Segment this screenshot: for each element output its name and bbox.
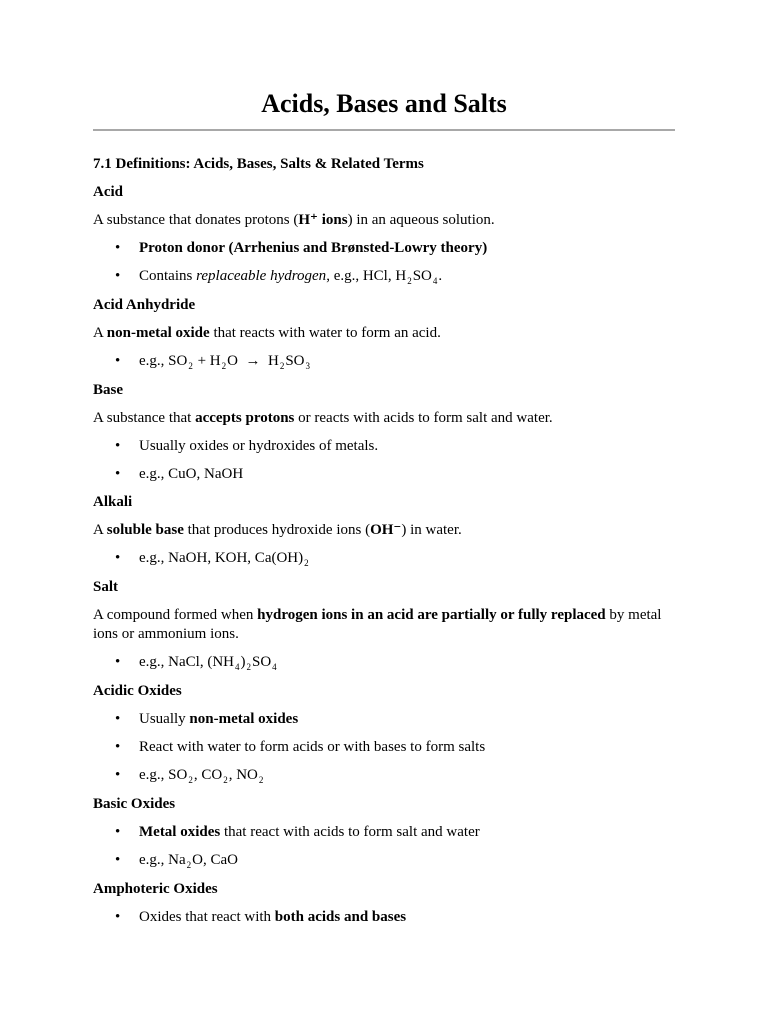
- list-item: [93, 823, 675, 842]
- bullet-icon: •: [115, 739, 121, 755]
- list-item: [93, 352, 675, 372]
- subscript: 2: [223, 775, 228, 785]
- section-heading-text: 7.1 Definitions: Acids, Bases, Salts & Related Terms: [93, 156, 424, 172]
- subscript: 2: [188, 361, 193, 371]
- subscript: 2: [246, 662, 251, 672]
- document-title: Acids, Bases and Salts: [261, 89, 507, 118]
- subscript: 3: [305, 361, 310, 371]
- text: or reacts with acids to form salt and water.: [294, 410, 553, 426]
- bullet-icon: •: [115, 240, 121, 256]
- alkali-definition: [93, 521, 675, 540]
- bullet-icon: •: [115, 353, 121, 369]
- list-item: [93, 766, 675, 786]
- base-definition: [93, 409, 675, 428]
- text: e.g., CuO, NaOH: [139, 466, 244, 482]
- term-base: Base: [93, 382, 123, 398]
- list-item: [93, 851, 675, 871]
- text: e.g., NaCl, (NH: [139, 654, 234, 670]
- bold-text: hydrogen ions in an acid are partially or fully replaced: [257, 607, 606, 623]
- text: e.g., SO: [139, 767, 188, 783]
- text: that reacts with water to form an acid.: [209, 325, 441, 341]
- section-heading: [93, 155, 675, 174]
- subscript: 2: [258, 775, 264, 785]
- bold-text: accepts protons: [195, 410, 295, 426]
- term-acid-anhydride: Acid Anhydride: [93, 297, 196, 313]
- salt-definition: [93, 606, 675, 644]
- text: A: [93, 522, 107, 538]
- basic-oxides-bullets: [93, 823, 675, 871]
- text: ) in water.: [401, 522, 462, 538]
- list-item: [93, 465, 675, 484]
- text: Contains: [139, 268, 197, 284]
- term-basic-oxides: Basic Oxides: [93, 796, 176, 812]
- list-item: [93, 908, 675, 927]
- text: by metal ions or ammonium ions.: [93, 607, 662, 642]
- subscript: 2: [221, 361, 227, 371]
- list-item: [93, 549, 675, 569]
- text: Oxides that react with: [139, 909, 275, 925]
- acidic-oxides-bullets: [93, 710, 675, 786]
- bullet-icon: •: [115, 824, 121, 840]
- list-item: [93, 738, 675, 757]
- term-alkali: Alkali: [93, 494, 133, 510]
- term-salt: Salt: [93, 579, 119, 595]
- bullet-icon: •: [115, 767, 121, 783]
- subscript: 2: [186, 860, 192, 870]
- bullet-icon: •: [115, 268, 121, 284]
- text: A: [93, 325, 107, 341]
- bullet-icon: •: [115, 909, 121, 925]
- list-item: [93, 653, 675, 673]
- text: , NO: [228, 767, 258, 783]
- text: A substance that donates protons (: [93, 212, 299, 228]
- subscript: 2: [407, 276, 412, 286]
- text: O, CaO: [192, 852, 238, 868]
- text: SO: [285, 353, 305, 369]
- list-item: [93, 239, 675, 258]
- salt-bullets: [93, 653, 675, 673]
- text: .: [438, 268, 443, 284]
- text: SO: [251, 654, 272, 670]
- text: e.g., Na: [139, 852, 186, 868]
- subscript: 2: [304, 558, 309, 568]
- bold-text: Metal oxides: [139, 824, 221, 840]
- base-bullets: [93, 437, 675, 484]
- amphoteric-oxides-bullets: [93, 908, 675, 927]
- subscript: 2: [279, 361, 285, 371]
- list-item: [93, 710, 675, 729]
- subscript: 4: [432, 276, 438, 286]
- subscript: 2: [188, 775, 193, 785]
- text: O → H: [227, 353, 279, 369]
- text: ) in an aqueous solution.: [347, 212, 495, 228]
- text: Usually oxides or hydroxides of metals.: [139, 438, 379, 454]
- bullet-icon: •: [115, 654, 121, 670]
- title-divider: [93, 129, 675, 131]
- acid-bullets: [93, 239, 675, 287]
- alkali-bullets: [93, 549, 675, 569]
- list-item: [93, 267, 675, 287]
- text: React with water to form acids or with bases to form salts: [139, 739, 486, 755]
- text: A substance that: [93, 410, 196, 426]
- bold-text: both acids and bases: [274, 909, 407, 925]
- acid-definition: [93, 211, 675, 230]
- bullet-icon: •: [115, 438, 121, 454]
- bold-text: OH⁻: [370, 522, 402, 538]
- subscript: 4: [272, 662, 277, 672]
- text: Usually: [139, 711, 190, 727]
- text: e.g., SO: [139, 353, 188, 369]
- text: A compound formed when: [93, 607, 258, 623]
- term-amphoteric-oxides: Amphoteric Oxides: [93, 881, 218, 897]
- italic-text: replaceable hydrogen: [196, 268, 327, 284]
- bullet-icon: •: [115, 550, 121, 566]
- text: e.g., NaOH, KOH, Ca(OH): [139, 550, 304, 566]
- bold-text: soluble base: [106, 522, 184, 538]
- list-item: [93, 437, 675, 456]
- text: that react with acids to form salt and water: [220, 824, 480, 840]
- text: , e.g., HCl, H: [326, 268, 407, 284]
- bold-text: non-metal oxide: [106, 325, 210, 341]
- bold-text: Proton donor (Arrhenius and Brønsted-Lowry theory): [139, 240, 488, 256]
- subscript: 4: [234, 662, 240, 672]
- text: SO: [412, 268, 432, 284]
- bullet-icon: •: [115, 711, 121, 727]
- bold-text: H⁺ ions: [298, 212, 348, 228]
- text: + H: [193, 353, 221, 369]
- acid-anhydride-definition: [93, 324, 675, 343]
- text: that produces hydroxide ions (: [183, 522, 371, 538]
- text: , CO: [193, 767, 223, 783]
- document-body: [93, 155, 675, 936]
- term-acidic-oxides: Acidic Oxides: [93, 683, 182, 699]
- bold-text: non-metal oxides: [189, 711, 299, 727]
- bullet-icon: •: [115, 466, 121, 482]
- term-acid: Acid: [93, 184, 123, 200]
- bullet-icon: •: [115, 852, 121, 868]
- acid-anhydride-bullets: [93, 352, 675, 372]
- text: ): [240, 654, 246, 670]
